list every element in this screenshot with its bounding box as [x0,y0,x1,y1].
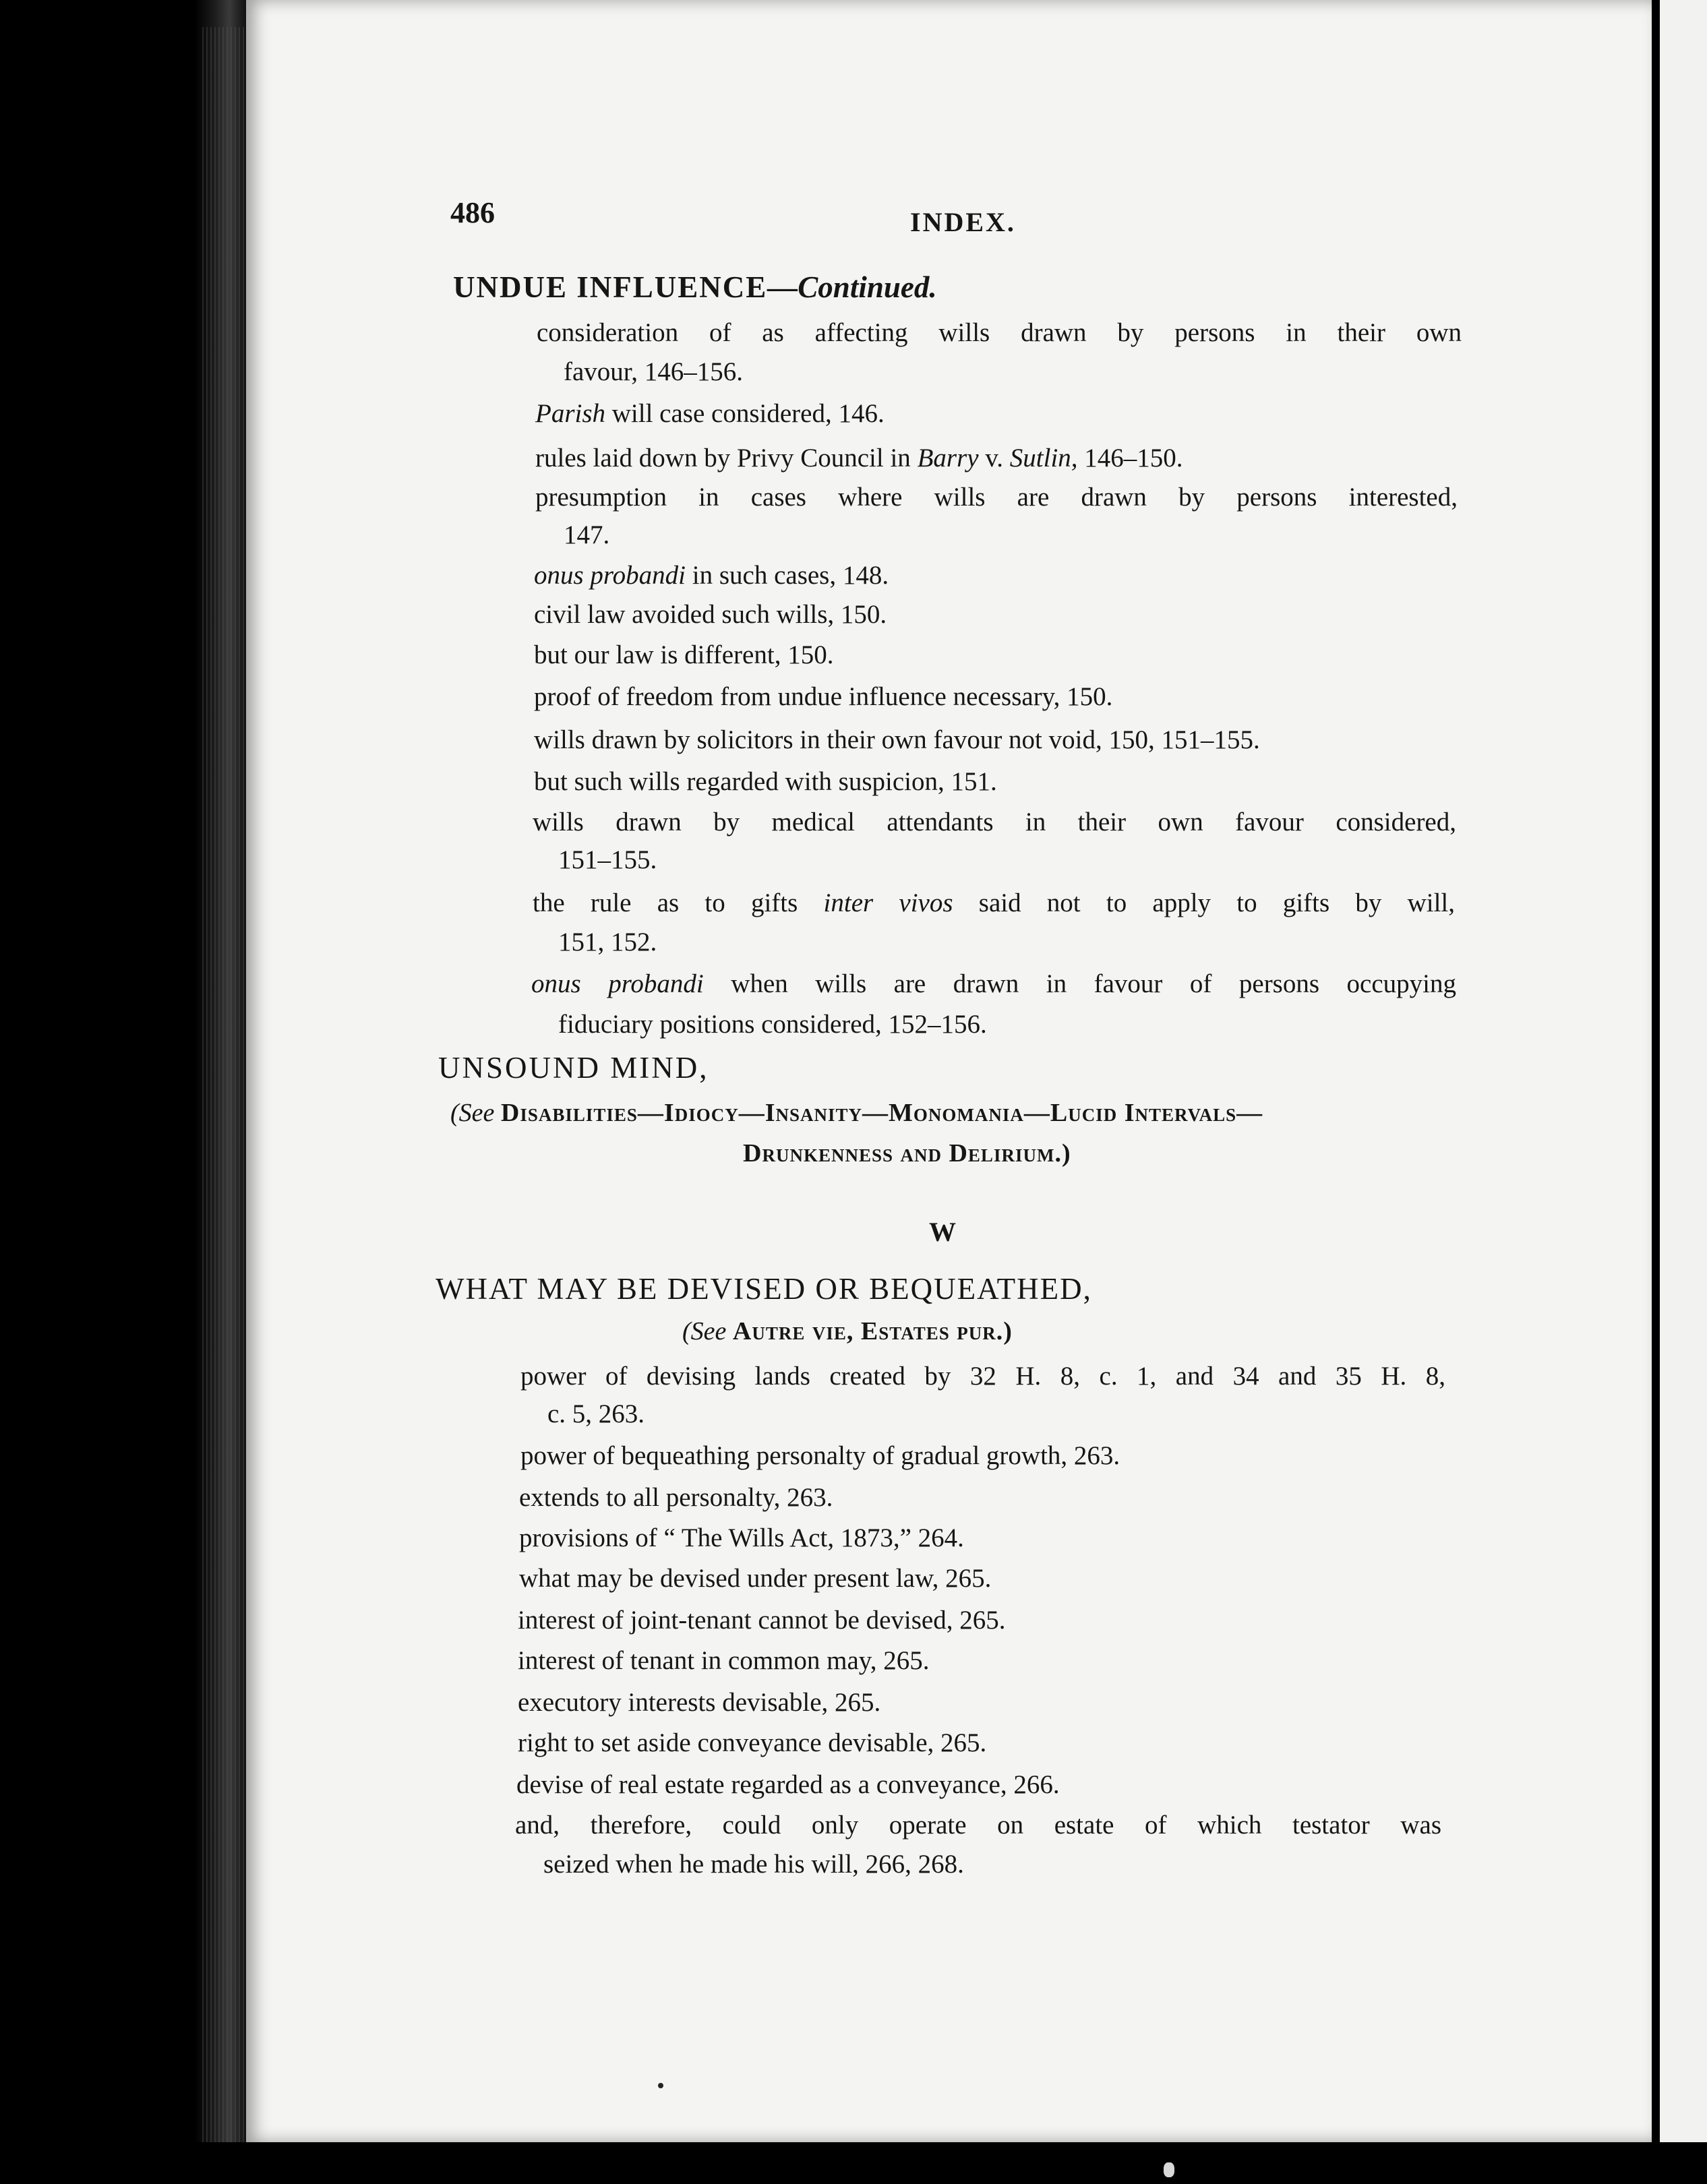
section-heading-unsound-mind: UNSOUND MIND, [438,1051,709,1085]
index-entry-line: and, therefore, could only operate on estate of which testator was [515,1811,1441,1840]
index-entry: but such wills regarded with suspicion, 151. [534,767,997,796]
print-speck [658,2083,663,2088]
italic-term: inter vivos [823,888,953,917]
facing-page-edge [1660,0,1707,2142]
entry-text: rules laid down by Privy Council in [535,444,918,473]
cross-reference-terms: Autre vie, Estates pur.) [732,1317,1013,1345]
alphabet-letter-heading: W [929,1217,956,1247]
index-entry: right to set aside conveyance devisable, 265. [518,1728,987,1757]
index-entry: executory interests devisable, 265. [518,1688,881,1717]
index-entry-line: fiduciary positions considered, 152–156. [558,1010,987,1039]
index-entry: wills drawn by solicitors in their own favour not void, 150, 151–155. [534,725,1260,754]
index-entry: what may be devised under present law, 265. [519,1564,992,1593]
cross-reference [682,1318,1013,1344]
page-edge-lines [202,27,249,2150]
index-entry [535,400,885,427]
index-entry-line: 151, 152. [558,928,657,957]
page-number: 486 [450,196,495,229]
heading-text: UNDUE INFLUENCE [453,270,768,304]
index-entry: power of bequeathing personalty of gradual growth, 263. [520,1441,1120,1470]
heading-continued: —Continued. [767,270,937,304]
index-entry-line: consideration of as affecting wills drawn by persons in their own [537,318,1462,347]
entry-text: said not to apply to gifts by will, [953,888,1456,917]
index-entry: interest of tenant in common may, 265. [518,1646,930,1675]
italic-term: Barry [917,444,979,473]
cross-reference-continued [743,1141,1071,1166]
scan-bottom-border [0,2142,1707,2184]
italic-term: onus probandi [531,969,704,998]
index-entry-line: wills drawn by medical attendants in their own favour considered, [533,808,1456,837]
index-entry-line: presumption in cases where wills are drawn by persons interested, [535,483,1458,512]
index-entry: civil law avoided such wills, 150. [534,600,887,629]
entry-text: in such cases, 148. [686,561,889,590]
cross-reference-terms: Disabilities—Idiocy—Insanity—Monomania—Lucid Intervals— [500,1099,1263,1127]
entry-text: 146–150. [1077,444,1183,473]
index-entry: provisions of “ The Wills Act, 1873,” 264. [519,1523,964,1552]
index-entry-line: 147. [564,520,610,549]
index-entry-line: c. 5, 263. [547,1399,645,1428]
index-entry [531,971,1456,997]
see-label: (See [682,1317,727,1345]
index-entry-line: power of devising lands created by 32 H. 8, c. 1, and 34 and 35 H. 8, [520,1362,1445,1391]
index-entry: devise of real estate regarded as a conveyance, 266. [516,1770,1060,1799]
section-heading-undue-influence [453,272,937,303]
index-entry: interest of joint-tenant cannot be devised, 265. [518,1606,1006,1635]
cross-reference-terms: Drunkenness and Delirium.) [743,1139,1071,1167]
book-gutter [1652,0,1660,2184]
index-entry-line: 151–155. [558,845,657,874]
italic-term: onus probandi [534,561,686,590]
index-entry [534,562,889,588]
index-entry: but our law is different, 150. [534,640,834,669]
index-entry: extends to all personalty, 263. [519,1483,833,1512]
index-entry [533,890,1455,916]
index-entry-line: favour, 146–156. [564,357,743,386]
running-head: INDEX. [910,207,1016,237]
scan-artifact [1164,2162,1174,2177]
index-entry: proof of freedom from undue influence necessary, 150. [534,682,1113,711]
italic-term: Parish [535,399,606,428]
index-entry [535,445,1183,471]
entry-text: when wills are drawn in favour of persons occupying [703,969,1456,998]
italic-term: Sutlin, [1009,444,1078,473]
index-entry-line: seized when he made his will, 266, 268. [543,1850,964,1879]
entry-text: will case considered, 146. [605,399,885,428]
entry-text: the rule as to gifts [533,888,824,917]
entry-text: v. [978,444,1010,473]
cross-reference [450,1100,1263,1126]
section-heading-what-may-be-devised: WHAT MAY BE DEVISED OR BEQUEATHED, [436,1272,1092,1306]
see-label: (See [450,1099,495,1127]
